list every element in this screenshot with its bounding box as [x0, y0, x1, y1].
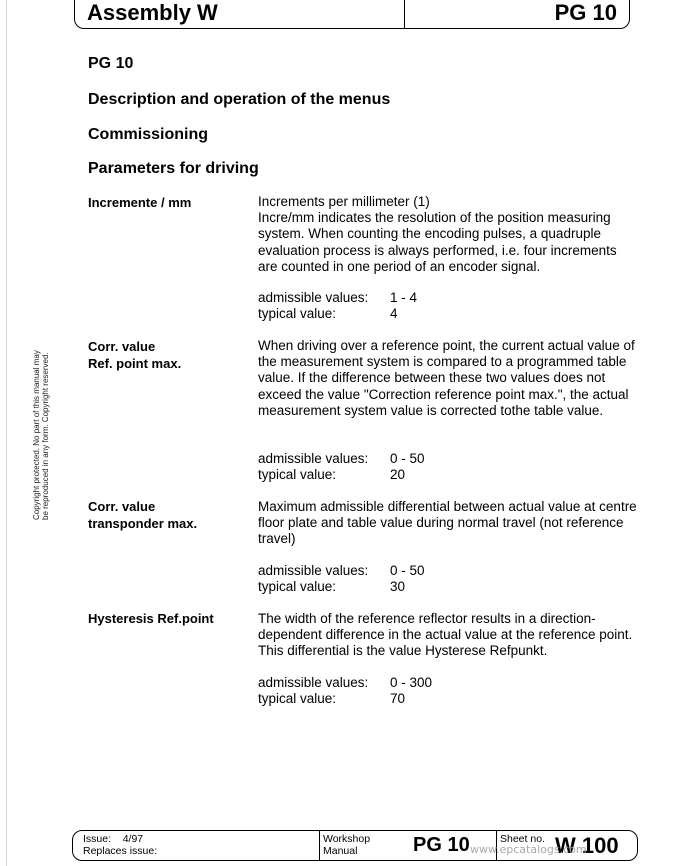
- page-header: [74, 0, 630, 29]
- typical-label: typical value:: [258, 579, 337, 595]
- admissible-value: 0 - 50: [390, 451, 425, 466]
- header-code: PG 10: [554, 0, 617, 25]
- param-label-incremente: Incremente / mm: [88, 195, 192, 210]
- param-description-hysteresis: The width of the reference reflector results in a direction-dependent difference in the actual value at the reference point. This differential is the value Hysterese Refpunkt.: [258, 611, 633, 659]
- admissible-label: admissible values:: [258, 290, 369, 305]
- section-heading-commissioning: Commissioning: [88, 126, 209, 143]
- admissible-value: 0 - 300: [390, 675, 433, 690]
- admissible-label: admissible values:: [258, 675, 369, 690]
- typical-value: 4: [390, 306, 398, 322]
- issue-block: [83, 833, 157, 862]
- sheet-number: W 100: [555, 833, 619, 858]
- param-values-incremente: [258, 290, 417, 322]
- param-description-corr-ref-point: When driving over a reference point, the current actual value of the measurement system is compared to a programmed table value. If the difference between these two values does not exceed the value "Correction reference point max.", the actual measurement system value is corrected tothe table value.: [258, 338, 635, 418]
- manual-label: Manual: [323, 845, 358, 857]
- typical-label: typical value:: [258, 306, 337, 322]
- admissible-label: admissible values:: [258, 563, 369, 578]
- typical-value: 70: [390, 691, 406, 707]
- footer-divider: [319, 831, 320, 860]
- section-heading-parameters: Parameters for driving: [88, 160, 259, 177]
- manual-type-block: [323, 833, 370, 862]
- typical-label: typical value:: [258, 467, 337, 483]
- replaces-label: Replaces issue:: [83, 845, 158, 857]
- copyright-note: Copyright protected. No part of this manual may be reproduced in any form. Copyright reserved.: [32, 350, 50, 520]
- admissible-value: 0 - 50: [390, 563, 425, 578]
- issue-value: 4/97: [122, 833, 144, 845]
- assembly-title: Assembly W: [87, 0, 218, 25]
- typical-value: 20: [390, 467, 406, 483]
- section-heading-pg: PG 10: [88, 55, 134, 72]
- footer-pg-code: PG 10: [413, 834, 470, 856]
- page-edge-rule: [6, 0, 7, 866]
- watermark-text: www.epcatalogs.com: [470, 843, 587, 856]
- typical-label: typical value:: [258, 691, 337, 707]
- param-values-corr-transponder: [258, 563, 425, 595]
- issue-label: Issue:: [83, 833, 112, 845]
- admissible-label: admissible values:: [258, 451, 369, 466]
- param-label-corr-ref-point: Corr. value Ref. point max.: [88, 339, 182, 371]
- param-label-corr-transponder: Corr. value transponder max.: [88, 499, 198, 531]
- param-values-hysteresis: [258, 675, 432, 707]
- admissible-value: 1 - 4: [390, 290, 418, 305]
- sheet-label: Sheet no.: [500, 833, 545, 845]
- typical-value: 30: [390, 579, 406, 595]
- section-heading-description: Description and operation of the menus: [88, 91, 391, 108]
- workshop-label: Workshop: [323, 833, 371, 845]
- param-values-corr-ref-point: [258, 451, 425, 483]
- header-divider: [404, 0, 405, 28]
- param-description-incremente: Increments per millimeter (1) Incre/mm indicates the resolution of the position measuring system. When counting the encoding pulses, a quadruple evaluation process is always performed, i.e. four increments are counted in one period of an encoder signal.: [258, 194, 617, 274]
- param-label-hysteresis: Hysteresis Ref.point: [88, 611, 214, 626]
- param-description-corr-transponder: Maximum admissible differential between actual value at centre floor plate and table value during normal travel (not reference travel): [258, 499, 637, 547]
